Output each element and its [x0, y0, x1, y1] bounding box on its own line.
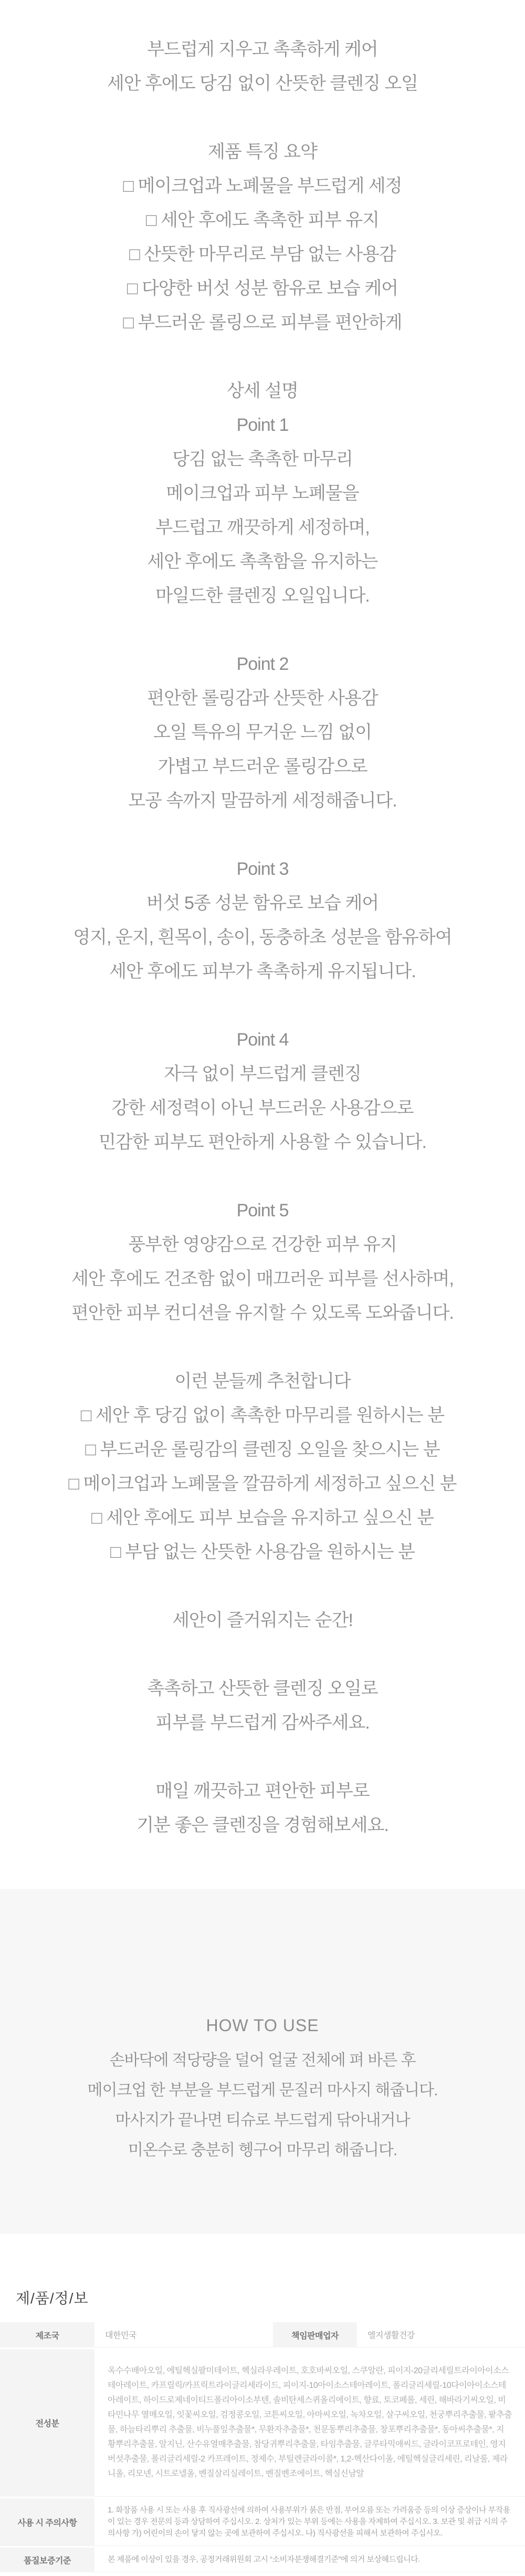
table-row	[0, 2498, 525, 2546]
product-info-section	[0, 2234, 525, 2576]
point-line: 메이크업과 피부 노폐물을	[166, 483, 359, 503]
how-to-use-line: 메이크업 한 부분을 부드럽게 문질러 마사지 해줍니다.	[87, 2082, 438, 2099]
recommend-item: □ 세안 후 당김 없이 촉촉한 마무리를 원하시는 분	[80, 1405, 445, 1425]
point-line: 편안한 피부 컨디션을 유지할 수 있도록 도와줍니다.	[71, 1303, 454, 1323]
point-label: Point 5	[236, 1201, 289, 1220]
recommend-item: □ 메이크업과 노폐물을 깔끔하게 세정하고 싶으신 분	[68, 1474, 457, 1494]
closing-moment-section	[0, 1603, 525, 1638]
point-line: 편안한 롤링감과 산뜻한 사용감	[147, 688, 378, 708]
point-line: 당김 없는 촉촉한 마무리	[172, 449, 353, 469]
intro-line: 세안 후에도 당김 없이 산뜻한 클렌징 오일	[107, 74, 418, 94]
point-line: 자극 없이 부드럽게 클렌징	[164, 1064, 361, 1084]
point5-section	[0, 1194, 525, 1330]
row-label-caution: 사용 시 주의사항	[0, 2498, 94, 2546]
how-to-use-line: 미온수로 충분히 헹구어 마무리 해줍니다.	[128, 2142, 397, 2159]
intro-section	[0, 0, 525, 101]
point-line: 마일드한 클렌징 오일입니다.	[155, 586, 370, 606]
feature-item: □ 산뜻한 마무리로 부담 없는 사용감	[129, 244, 396, 264]
product-info-table	[0, 2321, 525, 2574]
features-title: 제품 특징 요약	[208, 142, 317, 162]
point3-section	[0, 852, 525, 989]
table-row	[0, 2322, 525, 2347]
row-label-ingredients: 전성분	[0, 2349, 94, 2497]
closing-line: 기분 좋은 클렌징을 경험해보세요.	[136, 1815, 388, 1835]
row-label-seller: 책임판매업자	[273, 2322, 357, 2347]
feature-item: □ 메이크업과 노폐물을 부드럽게 세정	[123, 176, 402, 196]
feature-item: □ 다양한 버섯 성분 함유로 보습 케어	[127, 278, 398, 298]
table-row	[0, 2548, 525, 2572]
point-label: Point 3	[236, 859, 289, 879]
point-label: Point 1	[236, 415, 289, 435]
point-line: 오일 특유의 무거운 느낌 없이	[153, 722, 372, 742]
how-to-use-line: 손바닥에 적당량을 덜어 얼굴 전체에 펴 바른 후	[109, 2052, 416, 2069]
row-label-quality: 품질보증기준	[0, 2548, 94, 2572]
point-line: 부드럽고 깨끗하게 세정하며,	[155, 518, 370, 537]
point-line: 가볍고 부드러운 롤링감으로	[158, 757, 368, 777]
point-line: 세안 후에도 촉촉함을 유지하는	[147, 552, 378, 572]
closing-section-3	[0, 1774, 525, 1843]
row-label-country: 제조국	[0, 2322, 94, 2347]
recommend-item: □ 부담 없는 산뜻한 사용감을 원하시는 분	[110, 1542, 415, 1562]
closing-line: 매일 깨끗하고 편안한 피부로	[155, 1781, 370, 1801]
point-line: 풍부한 영양감으로 건강한 피부 유지	[128, 1235, 397, 1255]
row-value-caution: 1. 화장품 사용 시 또는 사용 후 직사광선에 의하여 사용부위가 붉은 반점, 부어오름 또는 가려움증 등의 이상 증상이나 부작용이 있는 경우 전문의 등과 상담하여 주십시오. 2. 상처가 있는 부위 등에는 사용을 자제하여 주십시오. 3. 보관 및 취급 시의 주의사항 가) 어린이의 손이 닿지 않는 곳에 보관하여 주십시오. 나) 직사광선을 피해서 보관하여 주십시오.	[94, 2498, 525, 2546]
recommend-title: 이런 분들께 추천합니다	[174, 1371, 351, 1391]
row-value-seller: 엘지생활건강	[357, 2322, 525, 2347]
point-line: 버섯 5종 성분 함유로 보습 케어	[146, 893, 379, 913]
row-value-country: 대한민국	[94, 2322, 273, 2347]
recommend-section	[0, 1364, 525, 1569]
point-label: Point 2	[236, 654, 289, 674]
closing-line: 촉촉하고 산뜻한 클렌징 오일로	[147, 1679, 378, 1699]
feature-item: □ 부드러운 롤링으로 피부를 편안하게	[123, 313, 402, 333]
point-line: 민감한 피부도 편안하게 사용할 수 있습니다.	[99, 1132, 426, 1152]
point-line: 영지, 운지, 흰목이, 송이, 동충하초 성분을 함유하여	[73, 927, 452, 947]
row-value-ingredients: 옥수수배아오일, 에틸헥실팔미테이트, 헥실라우레이트, 호호바씨오일, 스쿠알란, 피이지-20글리세릴트라이아이소스테아레이트, 카프릴릭/카프릭트라이글리세라이드, 피이지-10아이소스테아레이트, 폴리글리세릴-10다이아이소스테아레이트, 하이드로제네이티드폴리아이소부텐, 솔비탄세스퀴올리에이트, 향료, 토코페롤, 세린, 해바라기씨오일, 비타민나무 열매오일, 잇꽃씨오일, 검정콩오일, 코튼씨오일, 아마씨오일, 녹차오일, 살구씨오일, 천궁뿌리추출물, 팥추출물, 하늘타리뿌리 추출물, 비누풀잎추출물*, 무환자추출물*, 천문동뿌리추출물, 창포뿌리추출물*, 동아씨추출물*, 지황뿌리추출물, 알지닌, 산수유열매추출물, 참당귀뿌리추출물, 타임추출물, 글루타믹애씨드, 글라이코프로테인, 영지버섯추출물, 폴리글리세릴-2 카프레이트, 정제수, 부틸렌글라이콜*, 1,2-헥산다이올, 에틸헥실글리세린, 리날룰, 제라니올, 리모넨, 시트로넬올, 벤질살리실레이트, 벤질벤조에이트, 헥실신남알	[94, 2349, 525, 2497]
how-to-use-section	[0, 1889, 525, 2234]
detail-point1-section	[0, 374, 525, 613]
point-line: 세안 후에도 피부가 촉촉하게 유지됩니다.	[109, 961, 416, 981]
point-label: Point 4	[236, 1030, 289, 1050]
how-to-use-line: 마사지가 끝나면 티슈로 부드럽게 닦아내거나	[115, 2112, 410, 2129]
recommend-item: □ 세안 후에도 피부 보습을 유지하고 싶으신 분	[91, 1508, 434, 1528]
feature-item: □ 세안 후에도 촉촉한 피부 유지	[146, 210, 379, 230]
table-row	[0, 2349, 525, 2497]
intro-line: 부드럽게 지우고 촉촉하게 케어	[147, 39, 378, 59]
product-info-title: 제/품/정/보	[16, 2290, 89, 2306]
point-line: 모공 속까지 말끔하게 세정해줍니다.	[128, 791, 397, 811]
how-to-use-title: HOW TO USE	[206, 2016, 319, 2035]
point-line: 세안 후에도 건조함 없이 매끄러운 피부를 선사하며,	[71, 1269, 454, 1289]
point-line: 강한 세정력이 아닌 부드러운 사용감으로	[111, 1098, 414, 1118]
row-value-quality: 본 제품에 이상이 있을 경우, 공정거래위원회 고시 “소비자분쟁해결기준”에 의거 보상해드립니다.	[94, 2548, 525, 2572]
closing-line: 세안이 즐거워지는 순간!	[172, 1610, 353, 1630]
recommend-item: □ 부드러운 롤링감의 클렌징 오일을 찾으시는 분	[85, 1440, 440, 1460]
point4-section	[0, 1023, 525, 1160]
point2-section	[0, 647, 525, 818]
features-section	[0, 135, 525, 340]
closing-section-2	[0, 1672, 525, 1740]
detail-title: 상세 설명	[227, 381, 298, 401]
closing-line: 피부를 부드럽게 감싸주세요.	[155, 1713, 370, 1733]
